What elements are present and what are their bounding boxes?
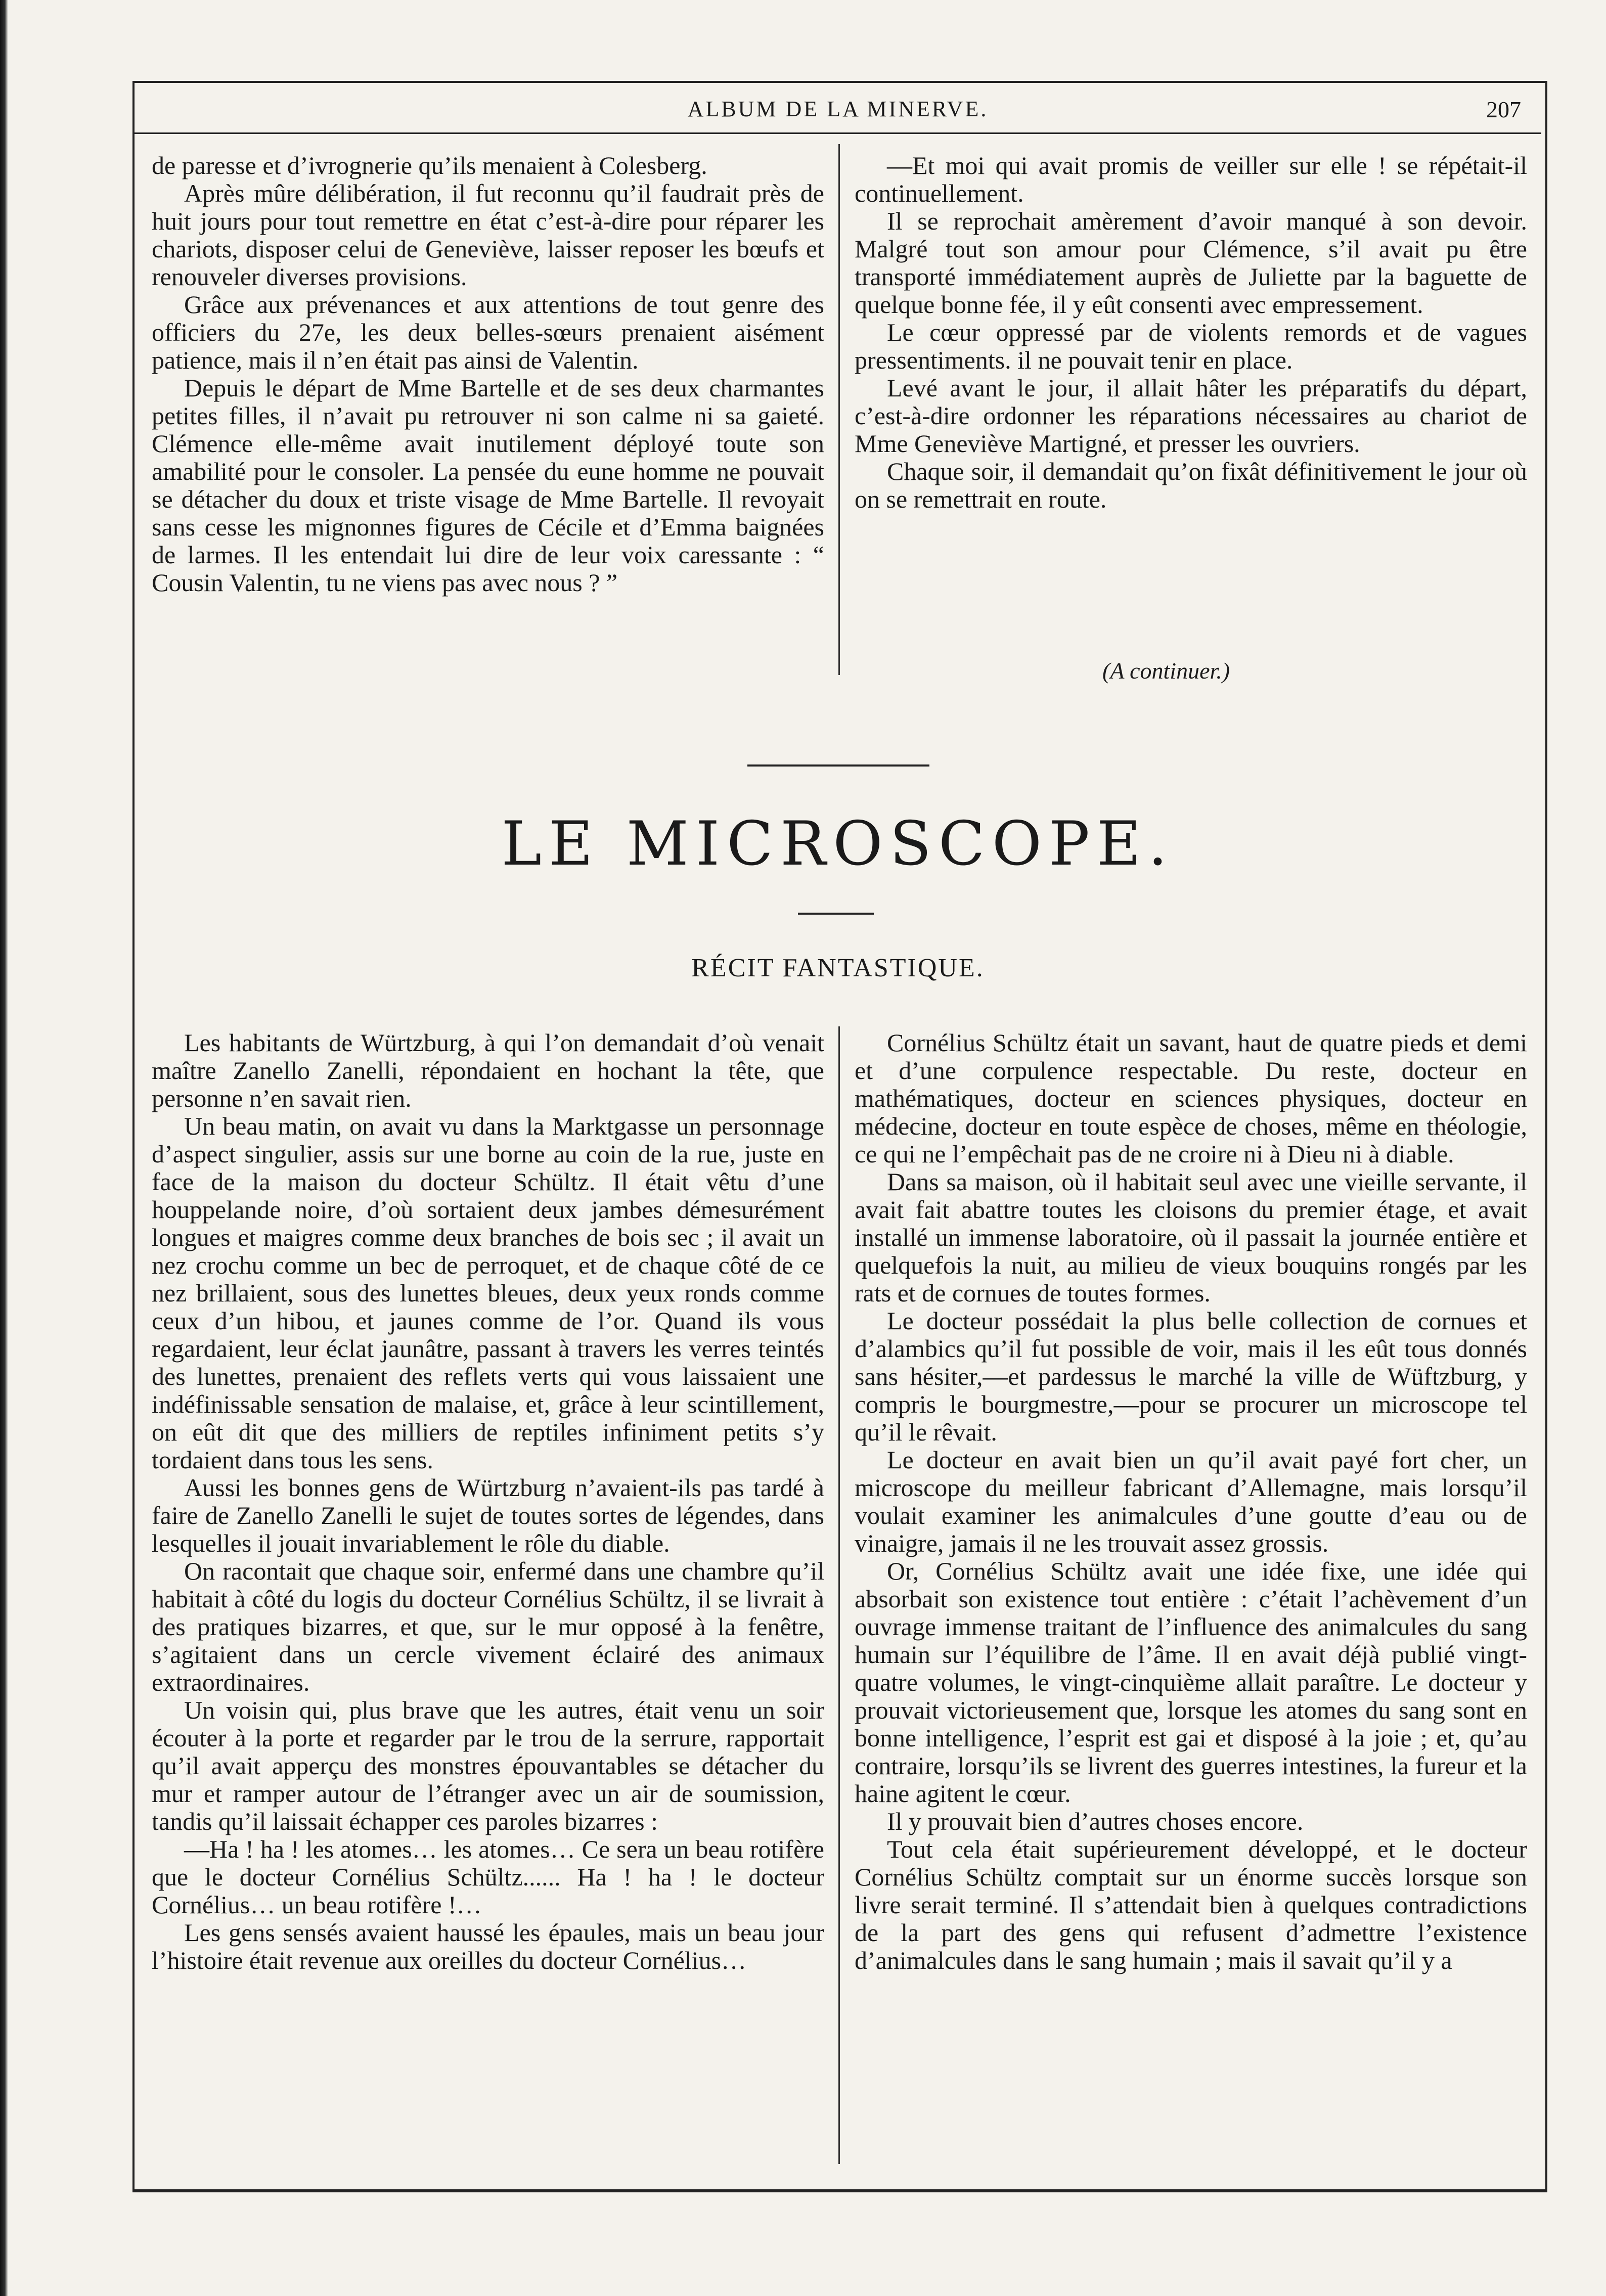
paragraph: Chaque soir, il demandait qu’on fixât définitivement le jour où on se remettrait en route.: [855, 457, 1527, 513]
article-right-column: [855, 1029, 1527, 1974]
article-subtitle: RÉCIT FANTASTIQUE.: [691, 954, 985, 982]
page-frame-bottom-rule: [132, 2189, 1547, 2192]
paragraph: Les gens sensés avaient haussé les épaules, mais un beau jour l’histoire était revenue aux oreilles du docteur Cornélius…: [152, 1918, 824, 1974]
paragraph: Les habitants de Würtzburg, à qui l’on demandait d’où venait maître Zanello Zanelli, répondaient en hochant la tête, que personne n’en savait rien.: [152, 1028, 824, 1112]
paragraph: Le cœur oppressé par de violents remords et de vagues pressentiments. il ne pouvait tenir en place.: [855, 318, 1527, 374]
column-divider: [838, 144, 840, 675]
paragraph: Grâce aux prévenances et aux attentions de tout genre des officiers du 27e, les deux belles-sœurs prenaient aisément patience, mais il n’en était pas ainsi de Valentin.: [152, 290, 824, 374]
to-be-continued: (A continuer.): [1102, 658, 1230, 684]
title-underline-rule: [798, 913, 874, 915]
paragraph: Il y prouvait bien d’autres choses encore.: [887, 1807, 1304, 1835]
paragraph: Dans sa maison, où il habitait seul avec une vieille servante, il avait fait abattre toutes les cloisons du premier étage, et avait installé un immense laboratoire, où il passait la journée entière et quelquefois la nuit, au milieu de vieux bouquins rongés par les rats et de cornues de toutes formes.: [855, 1167, 1527, 1307]
paragraph: Il se reprochait amèrement d’avoir manqué à son devoir. Malgré tout son amour pour Clémence, s’il avait pu être transporté immédiatement auprès de Juliette par la baguette de quelque bonne fée, il y eût consenti avec empressement.: [855, 207, 1527, 319]
running-header: [135, 87, 1541, 134]
page-edge-shadow: [0, 0, 8, 2296]
article-title: LE MICROSCOPE.: [501, 809, 1175, 879]
page-number: 207: [1486, 97, 1521, 122]
section-separator-rule: [747, 764, 929, 767]
paragraph: Or, Cornélius Schültz avait une idée fixe, une idée qui absorbait son existence tout entière : c’était l’achèvement d’un ouvrage immense traitant de l’influence des animalcules du sang humain sur l’équilibre de l’âme. Il en avait déjà publié vingt-quatre volumes, le vingt-cinquième allait paraître. Le docteur y prouvait victorieusement que, lorsque les atomes du sang sont en bonne intelligence, l’esprit est gai et disposé à la joie ; et, qu’au contraire, lorsqu’ils se livrent des guerres intestines, la fureur et la haine agitent le cœur.: [855, 1557, 1527, 1808]
paragraph: Aussi les bonnes gens de Würtzburg n’avaient-ils pas tardé à faire de Zanello Zanelli le sujet de toutes sortes de légendes, dans lesquelles il jouait invariablement le rôle du diable.: [152, 1473, 824, 1557]
article-left-column: [152, 1029, 824, 1974]
running-title: ALBUM DE LA MINERVE.: [687, 97, 989, 121]
paragraph: Cornélius Schültz était un savant, haut de quatre pieds et demi et d’une corpulence respectable. Du reste, docteur en mathématiques, docteur en sciences physiques, docteur en médecine, docteur en toute espèce de choses, même en théologie, ce qui ne l’empêchait pas de ne croire ni à Dieu ni à diable.: [855, 1028, 1527, 1168]
paragraph: Un beau matin, on avait vu dans la Marktgasse un personnage d’aspect singulier, assis sur une borne au coin de la rue, juste en face de la maison du docteur Schültz. Il était vêtu d’une houppelande noire, d’où sortaient deux jambes démesurément longues et maigres comme deux branches de bois sec ; il avait un nez crochu comme un bec de perroquet, et de chaque côté de ce nez brillaient, sous des lunettes bleues, deux yeux ronds comme ceux d’un hibou, et jaunes comme de l’or. Quand ils vous regardaient, leur éclat jaunâtre, passant à travers les verres teintés des lunettes, prenaient des reflets verts qui vous laissaient une indéfinissable sensation de malaise, et, grâce à leur scintillement, on eût dit que des milliers de reptiles infiniment petits s’y tordaient dans tous les sens.: [152, 1112, 824, 1474]
story-end-right-column: [855, 152, 1527, 513]
paragraph: Le docteur en avait bien un qu’il avait payé fort cher, un microscope du meilleur fabricant d’Allemagne, mais lorsqu’il voulait examiner les animalcules d’une goutte d’eau ou de vinaigre, jamais il ne les trouvait assez grossis.: [855, 1446, 1527, 1557]
paragraph: Après mûre délibération, il fut reconnu qu’il faudrait près de huit jours pour tout remettre en état c’est-à-dire pour réparer les chariots, disposer celui de Geneviève, laisser reposer les bœufs et renouveler diverses provisions.: [152, 179, 824, 291]
paragraph: Le docteur possédait la plus belle collection de cornues et d’alambics qu’il fut possible de voir, mais il les eût tous donnés sans hésiter,—et pardessus le marché la ville de Wüftzburg, y compris le bourgmestre,—pour se procurer un microscope tel qu’il le rêvait.: [855, 1307, 1527, 1446]
paragraph: Tout cela était supérieurement développé, et le docteur Cornélius Schültz comptait sur un énorme succès lorsque son livre serait terminé. Il s’attendait bien à quelques contradictions de la part des gens qui refusent d’admettre l’existence d’animalcules dans le sang humain ; mais il savait qu’il y a: [855, 1835, 1527, 1974]
paragraph: Un voisin qui, plus brave que les autres, était venu un soir écouter à la porte et regarder par le trou de la serrure, rapportait qu’il avait apperçu des monstres épouvantables se détacher du mur et ramper autour de l’étranger avec un air de soumission, tandis qu’il laissait échapper ces paroles bizarres :: [152, 1696, 824, 1835]
story-end-left-column: [152, 152, 824, 597]
paragraph: Depuis le départ de Mme Bartelle et de ses deux charmantes petites filles, il n’avait pu retrouver ni son calme ni sa gaieté. Clémence elle-même avait inutilement déployé toute son amabilité pour le consoler. La pensée du eune homme ne pouvait se détacher du doux et triste visage de Mme Bartelle. Il revoyait sans cesse les mignonnes figures de Cécile et d’Emma baignées de larmes. Il les entendait lui dire de leur voix caressante : “ Cousin Valentin, tu ne viens pas avec nous ? ”: [152, 374, 824, 597]
paragraph: Levé avant le jour, il allait hâter les préparatifs du départ, c’est-à-dire ordonner les réparations nécessaires au chariot de Mme Geneviève Martigné, et presser les ouvriers.: [855, 374, 1527, 458]
paragraph: de paresse et d’ivrognerie qu’ils menaient à Colesberg.: [152, 151, 707, 179]
paragraph: —Ha ! ha ! les atomes… les atomes… Ce sera un beau rotifère que le docteur Cornélius Schültz...... Ha ! ha ! le docteur Cornélius… un beau rotifère !…: [152, 1835, 824, 1919]
paragraph: —Et moi qui avait promis de veiller sur elle ! se répétait-il continuellement.: [855, 151, 1527, 207]
paragraph: On racontait que chaque soir, enfermé dans une chambre qu’il habitait à côté du logis du docteur Cornélius Schültz, il se livrait à des pratiques bizarres, et que, sur le mur opposé à la fenêtre, s’agitaient dans un cercle vivement éclairé des animaux extraordinaires.: [152, 1557, 824, 1696]
column-divider: [838, 1026, 840, 2164]
